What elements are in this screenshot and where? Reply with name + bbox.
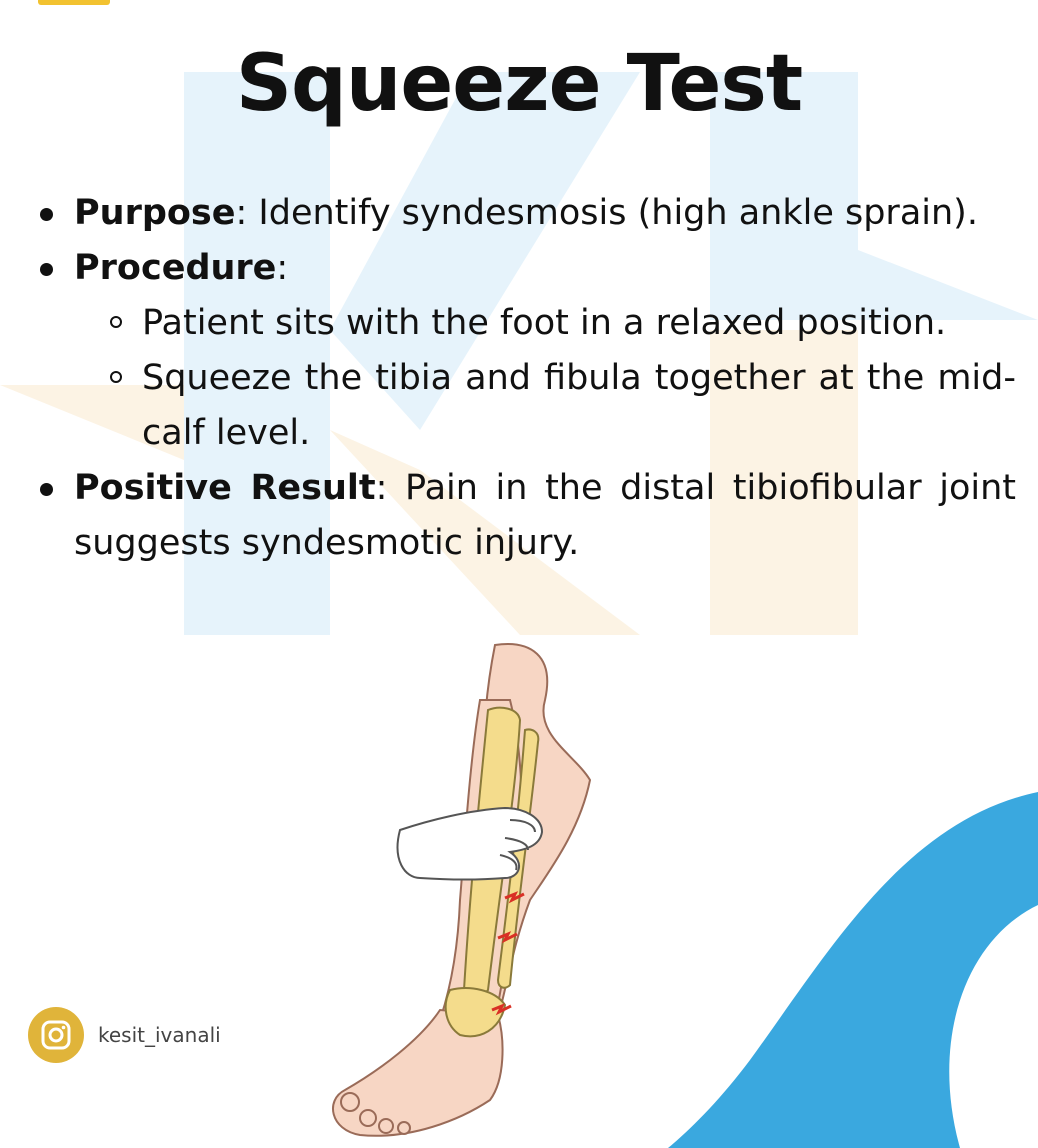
procedure-label: Procedure (74, 248, 277, 288)
positive-result-text: : Pain in the distal tibiofibular joint suggests syndesmotic injury. (74, 468, 1016, 563)
content-section (32, 186, 1016, 571)
page-title: Squeeze Test (235, 39, 803, 129)
instagram-icon (28, 1007, 84, 1063)
positive-result-label: Positive Result (74, 468, 376, 508)
purpose-label: Purpose (74, 193, 236, 233)
procedure-step: Patient sits with the foot in a relaxed position. (74, 296, 1016, 351)
social-handle[interactable] (28, 1006, 221, 1064)
top-accent-bar (38, 0, 110, 5)
bullet-list (32, 186, 1016, 571)
procedure-step: Squeeze the tibia and fibula together at the mid-calf level. (74, 351, 1016, 461)
leg-squeeze-test-illustration (320, 640, 620, 1145)
list-item-positive-result (32, 461, 1016, 571)
purpose-text: : Identify syndesmosis (high ankle sprain). (235, 193, 978, 233)
list-item-purpose (32, 186, 1016, 241)
list-item-procedure (32, 241, 1016, 461)
procedure-text: : (276, 248, 289, 288)
handle-text: kesit_ivanali (98, 1023, 221, 1047)
procedure-steps (74, 296, 1016, 461)
